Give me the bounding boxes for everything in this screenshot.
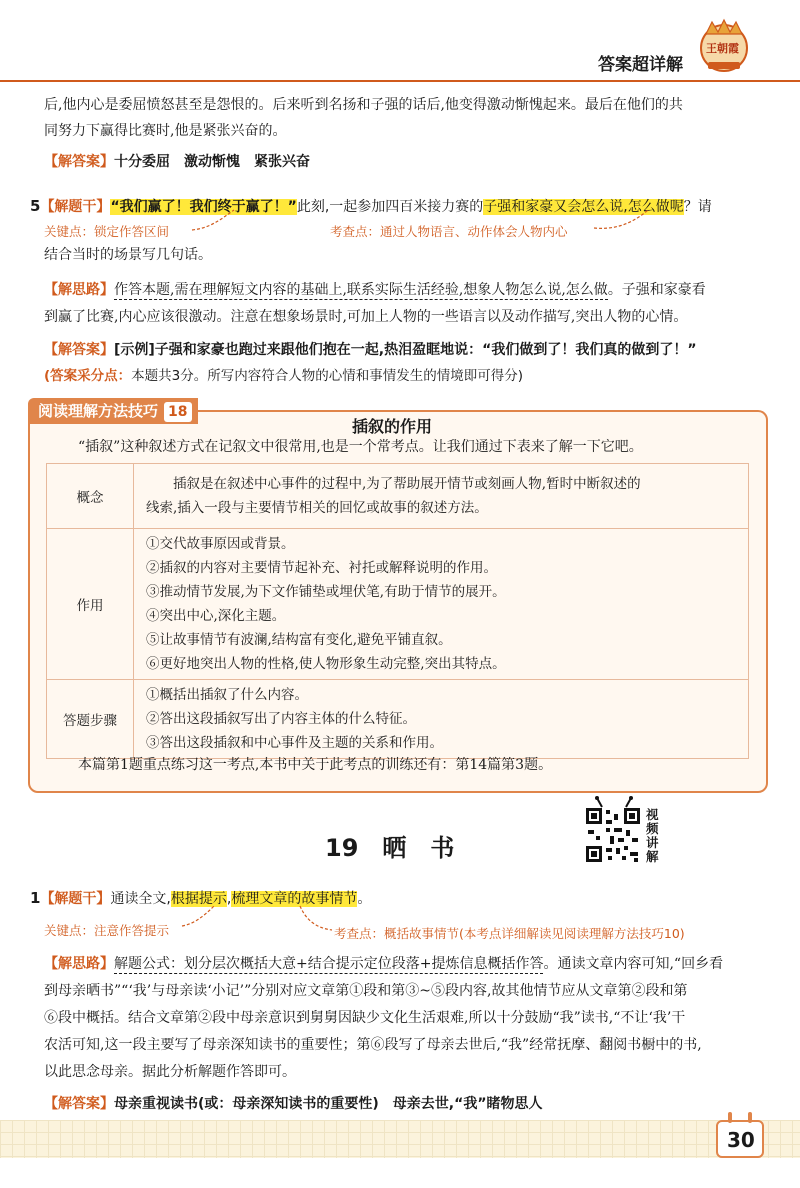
answer-tag: 【解答案】	[44, 1096, 114, 1112]
idea-underlined: 作答本题,需在理解短文内容的基础上,联系实际生活经验,想象人物怎么说,怎么做	[114, 282, 608, 298]
method-tab-label: 阅读理解方法技巧	[38, 402, 159, 420]
method-footer: 本篇第1题重点练习这一考点,本书中关于此考点的训练还有：第14篇第3题。	[78, 757, 553, 773]
stem-highlight: 梳理文章的故事情节	[231, 891, 358, 907]
exam-note: 考查点：通过人物语言、动作体会人物内心	[330, 224, 568, 239]
exam-arrow-icon	[296, 902, 336, 932]
video-label-char: 解	[646, 849, 659, 864]
table-line: 线索,插入一段与主要情节相关的回忆或故事的叙述方法。	[146, 500, 488, 516]
q1-idea-line: ⑥段中概括。结合文章第②段中母亲意识到舅舅因缺少文化生活艰难,所以十分鼓励“我”读书,“不让‘我’干	[44, 1010, 686, 1026]
answer-tag: 【解答案】	[44, 154, 114, 170]
table-line: ②插叙的内容对主要情节起补充、衬托或解释说明的作用。	[146, 560, 497, 576]
method-title: 插叙的作用	[352, 417, 433, 436]
idea-tag: 【解思路】	[44, 956, 114, 972]
header-title: 答案超详解	[598, 55, 683, 75]
header-rule	[0, 80, 800, 82]
q5-score	[44, 369, 523, 383]
table-line: ⑥更好地突出人物的性格,使人物形象生动完整,突出其特点。	[146, 656, 506, 672]
table-line: ②答出这段插叙写出了内容主体的什么特征。	[146, 711, 416, 727]
idea-text: 。通读文章内容可知,“回乡看	[543, 956, 724, 972]
qr-code-icon	[584, 806, 642, 864]
table-row	[47, 680, 749, 759]
table-value	[134, 464, 749, 529]
idea-tag: 【解思路】	[44, 282, 114, 298]
idea-text: 。子强和家豪看	[607, 282, 706, 298]
question-number: 5	[30, 197, 41, 215]
method-table	[46, 463, 749, 759]
question-number: 1	[30, 889, 41, 907]
q1-idea-line: 以此思念母亲。据此分析解题作答即可。	[44, 1064, 296, 1080]
score-text: 本题共3分。所写内容符合人物的心情和事情发生的情境即可得分)	[131, 368, 524, 384]
answer-text: 母亲重视读书(或：母亲深知读书的重要性) 母亲去世,“我”睹物思人	[114, 1096, 543, 1112]
table-line: ④突出中心,深化主题。	[146, 608, 286, 624]
table-key: 答题步骤	[47, 680, 134, 759]
stem-tag: 【解题干】	[40, 891, 111, 907]
method-intro: “插叙”这种叙述方式在记叙文中很常用,也是一个常考点。让我们通过下表来了解一下它吧。	[78, 439, 643, 455]
stem-highlight: 根据提示	[170, 891, 227, 907]
logo-text: 王朝霞	[706, 42, 739, 55]
table-line: ①概括出插叙了什么内容。	[146, 687, 308, 703]
table-key: 作用	[47, 529, 134, 680]
method-tab-number: 18	[164, 402, 191, 422]
stem-text: ,	[226, 891, 232, 907]
q5-stem-line2: 结合当时的场景写几句话。	[44, 247, 212, 263]
idea-underlined: 解题公式：划分层次概括大意+结合提示定位段落+提炼信息概括作答	[114, 956, 544, 972]
table-line: ③推动情节发展,为下文作铺垫或埋伏笔,有助于情节的展开。	[146, 584, 506, 600]
prev-analysis-line: 同努力下赢得比赛时,他是紧张兴奋的。	[44, 123, 287, 139]
keypoint-note: 关键点：锁定作答区间	[44, 224, 170, 239]
video-label-char: 频	[646, 821, 659, 836]
score-tag: (答案采分点：	[44, 368, 132, 384]
table-row	[47, 464, 749, 529]
stem-highlight: 子强和家豪又会怎么说,怎么做呢	[483, 199, 684, 215]
answer-text: [示例]子强和家豪也跑过来跟他们抱在一起,热泪盈眶地说：“我们做到了！我们真的做到了！”	[114, 342, 697, 358]
answer-text: 十分委屈 激动惭愧 紧张兴奋	[114, 154, 310, 170]
table-line: ③答出这段插叙和中心事件及主题的关系和作用。	[146, 735, 443, 751]
prev-answer	[44, 155, 310, 169]
video-label-char: 视	[646, 807, 659, 822]
exam-note: 考查点：概括故事情节(本考点详细解读见阅读理解方法技巧10)	[334, 926, 685, 941]
q1-idea	[44, 957, 723, 971]
page-number: 30	[727, 1128, 755, 1152]
exam-arrow-icon	[592, 206, 652, 234]
qr-antenna-icon	[594, 796, 634, 808]
table-key: 概念	[47, 464, 134, 529]
q1-idea-line: 到母亲晒书”“‘我’与母亲读‘小记’”分别对应文章第①段和第③~⑤段内容,故其他情节应从文章第②段和第	[44, 983, 688, 999]
q1-idea-line: 农活可知,这一段主要写了母亲深知读书的重要性；第⑥段写了母亲去世后,“我”经常抚摩、翻阅书橱中的书,	[44, 1037, 702, 1053]
footer-band	[0, 1120, 800, 1158]
stem-quote: “我们赢了！我们终于赢了！”	[110, 199, 297, 215]
stem-text: 通读全文,	[110, 891, 171, 907]
table-line: 插叙是在叙述中心事件的过程中,为了帮助展开情节或刻画人物,暂时中断叙述的	[146, 476, 641, 492]
keypoint-arrow-icon	[180, 902, 220, 930]
table-row	[47, 529, 749, 680]
calendar-ring-icon	[724, 1112, 756, 1124]
q5-idea-line2: 到赢了比赛,内心应该很激动。注意在想象场景时,可加上人物的一些语言以及动作描写,突出人物的心情。	[44, 309, 688, 325]
q5-idea	[44, 283, 706, 297]
method-tab	[28, 398, 198, 424]
table-line: ⑤让故事情节有波澜,结构富有变化,避免平铺直叙。	[146, 632, 452, 648]
stem-text: 。	[357, 891, 372, 907]
stem-text: ？请	[683, 199, 712, 215]
prev-analysis-line: 后,他内心是委屈愤怒甚至是怨恨的。后来听到名扬和子强的话后,他变得激动惭愧起来。最后在他们的共	[44, 97, 683, 113]
stem-text: 此刻,一起参加四百米接力赛的	[296, 199, 484, 215]
stem-tag: 【解题干】	[40, 199, 111, 215]
keypoint-note: 关键点：注意作答提示	[44, 923, 170, 938]
q1-answer	[44, 1097, 543, 1111]
q5-answer	[44, 343, 697, 357]
table-line: ①交代故事原因或背景。	[146, 536, 295, 552]
video-label	[646, 808, 660, 864]
brand-logo	[698, 18, 750, 74]
qr-code[interactable]	[584, 806, 642, 864]
table-value	[134, 529, 749, 680]
keypoint-arrow-icon	[190, 206, 240, 234]
table-value	[134, 680, 749, 759]
video-label-char: 讲	[646, 835, 659, 850]
page-number-badge	[716, 1120, 764, 1158]
lesson-title: 19 晒 书	[325, 834, 455, 862]
answer-tag: 【解答案】	[44, 342, 114, 358]
